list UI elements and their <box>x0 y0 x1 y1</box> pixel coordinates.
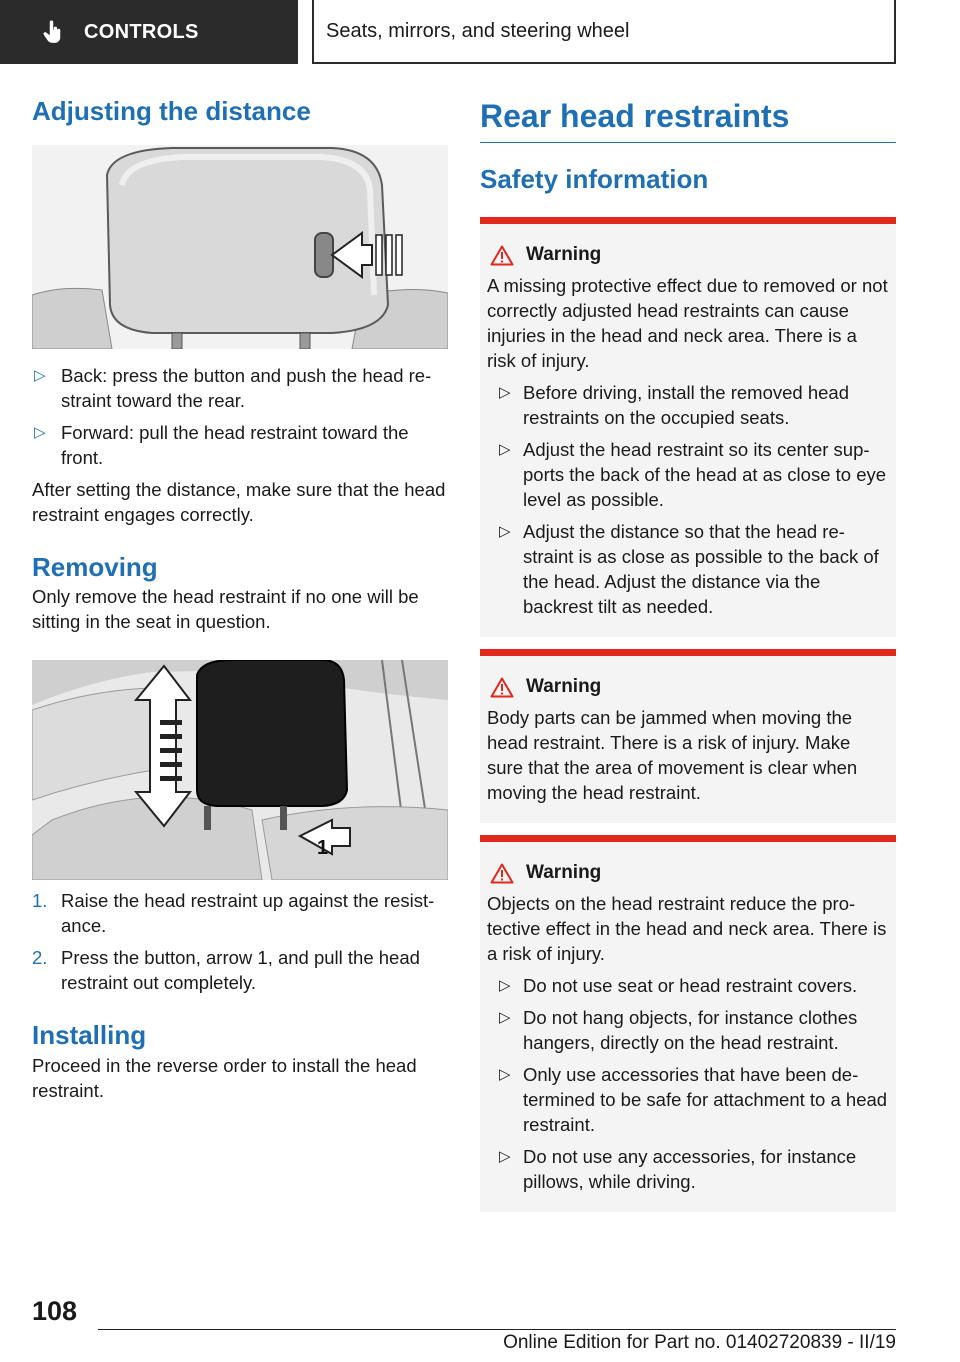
list-item: ▷ Before driving, install the removed head restraints on the occupied seats. <box>499 382 849 429</box>
right-column <box>480 96 896 1212</box>
head-restraint-button-figure <box>32 145 448 349</box>
rear-head-restraints-heading: Rear head restraints <box>480 96 896 143</box>
head-restraint-removal-figure <box>32 660 448 880</box>
list-item: ▷ Do not use seat or head restraint covers. <box>499 975 858 997</box>
triangle-right-icon: ▷ <box>499 1066 511 1084</box>
list-item: 1. Raise the head restraint up against the resist-ance. <box>32 890 435 937</box>
warning-box <box>480 217 896 637</box>
list-item: 2. Press the button, arrow 1, and pull the head restraint out completely. <box>32 947 420 994</box>
installing-text: Proceed in the reverse order to install the head restraint. <box>32 1054 417 1101</box>
warning-box <box>480 835 896 1212</box>
removing-text: Only remove the head restraint if no one will be sitting in the seat in question. <box>32 586 419 633</box>
triangle-right-icon: ▷ <box>34 424 46 442</box>
triangle-right-icon: ▷ <box>499 977 511 995</box>
hand-pointer-icon <box>40 19 66 45</box>
triangle-right-icon: ▷ <box>499 1148 511 1166</box>
footer-divider <box>98 1329 896 1330</box>
list-item: ▷ Do not use any accessories, for instance pillows, while driving. <box>499 1146 857 1193</box>
warning-list <box>487 380 888 619</box>
adjust-after-text: After setting the distance, make sure that the head restraint engages correctly. <box>32 479 446 526</box>
triangle-right-icon: ▷ <box>34 367 46 385</box>
adjust-list <box>32 363 448 470</box>
list-item: ▷ Back: press the button and push the head re-straint toward the rear. <box>34 365 432 412</box>
warning-title: Warning <box>526 676 602 698</box>
installing-heading: Installing <box>32 1020 147 1051</box>
safety-information-heading: Safety information <box>480 164 709 194</box>
warning-text: Body parts can be jammed when moving the head restraint. There is a risk of injury. Make sure that the area of movement is clear when moving the head restraint. <box>487 707 858 804</box>
page-header <box>0 0 960 66</box>
list-item: ▷ Forward: pull the head restraint toward the front. <box>34 422 409 469</box>
warning-triangle-icon <box>490 677 514 698</box>
triangle-right-icon: ▷ <box>499 1009 511 1027</box>
triangle-right-icon: ▷ <box>499 384 511 402</box>
adjusting-distance-heading: Adjusting the distance <box>32 96 311 126</box>
section-label: CONTROLS <box>84 20 199 43</box>
removing-steps <box>32 888 448 995</box>
page-footer <box>0 1296 960 1362</box>
warning-box <box>480 649 896 823</box>
list-item: ▷ Adjust the distance so that the head re-straint is as close as possible to the back of the head. Adjust the distance via the backrest tilt as needed. <box>499 521 879 618</box>
triangle-right-icon: ▷ <box>499 523 511 541</box>
warning-title: Warning <box>526 244 602 266</box>
warning-text: Objects on the head restraint reduce the pro-tective effect in the head and neck area. There is a risk of injury. <box>487 893 887 965</box>
removing-heading: Removing <box>32 552 158 583</box>
warning-list <box>487 973 888 1194</box>
list-item: ▷ Adjust the head restraint so its center sup-ports the back of the head at as close to eye level as possible. <box>499 439 887 511</box>
edition-text: Online Edition for Part no. 01402720839 - II/19 <box>503 1332 896 1353</box>
left-column <box>32 96 448 1103</box>
figure-callout-1: 1 <box>317 837 329 860</box>
page-number: 108 <box>32 1296 78 1326</box>
warning-triangle-icon <box>490 863 514 884</box>
warning-title: Warning <box>526 862 602 884</box>
list-item: ▷ Only use accessories that have been de-termined to be safe for attachment to a head restraint. <box>499 1064 888 1136</box>
chapter-title: Seats, mirrors, and steering wheel <box>312 0 896 64</box>
list-item: ▷ Do not hang objects, for instance clothes hangers, directly on the head restraint. <box>499 1007 858 1054</box>
section-tab[interactable] <box>0 0 298 64</box>
triangle-right-icon: ▷ <box>499 441 511 459</box>
warning-triangle-icon <box>490 245 514 266</box>
warning-text: A missing protective effect due to removed or not correctly adjusted head restraints can cause injuries in the head and neck area. There is a risk of injury. <box>487 275 888 372</box>
